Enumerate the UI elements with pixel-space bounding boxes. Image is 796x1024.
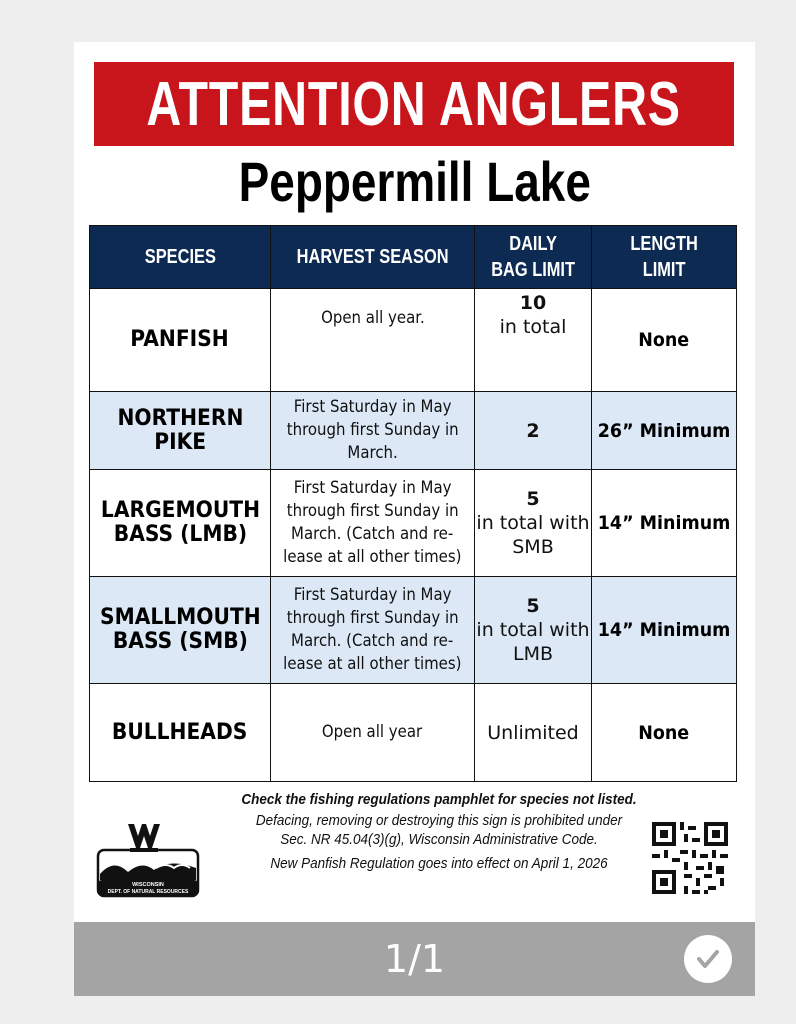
note-code-reference: Sec. NR 45.04(3)(g), Wisconsin Administrative Code.: [280, 831, 598, 848]
bag-limit-cell: Unlimited: [475, 684, 592, 782]
season-cell: First Saturday in May through first Sunday in March. (Catch and re- lease at all other times): [271, 470, 475, 577]
length-limit-cell: 14” Minimum: [592, 577, 737, 684]
note-panfish-effective: New Panfish Regulation goes into effect on April 1, 2026: [270, 855, 608, 872]
species-cell: NORTHERN PIKE: [90, 392, 271, 470]
bag-limit-cell: 5 in total with LMB: [475, 577, 592, 684]
lake-name-title: Peppermill Lake: [238, 150, 591, 213]
bag-limit-cell: 5 in total with SMB: [475, 470, 592, 577]
length-limit-cell: None: [592, 684, 737, 782]
season-cell: First Saturday in May through first Sunday in March. (Catch and re- lease at all other times): [271, 577, 475, 684]
regulations-table: [89, 225, 737, 782]
length-limit-cell: 14” Minimum: [592, 470, 737, 577]
page-indicator: 1/1: [383, 937, 446, 981]
attention-banner: ATTENTION ANGLERS: [94, 62, 734, 146]
viewer-footer-bar: [74, 922, 755, 996]
species-cell: LARGEMOUTH BASS (LMB): [90, 470, 271, 577]
table-row: [90, 392, 737, 470]
header-species: SPECIES: [90, 226, 271, 289]
length-limit-cell: None: [592, 289, 737, 392]
note-species-not-listed: Check the fishing regulations pamphlet for species not listed.: [241, 791, 637, 808]
season-cell: Open all year.: [271, 289, 475, 392]
species-cell: SMALLMOUTH BASS (SMB): [90, 577, 271, 684]
table-header-row: [90, 226, 737, 289]
season-cell: First Saturday in May through first Sunday in March.: [271, 392, 475, 470]
species-cell: PANFISH: [90, 289, 271, 392]
note-defacing: Defacing, removing or destroying this sign is prohibited under: [255, 812, 623, 829]
bag-limit-cell: 10 in total: [475, 289, 592, 392]
header-harvest-season: HARVEST SEASON: [271, 226, 475, 289]
checkmark-icon[interactable]: [684, 935, 732, 983]
wisconsin-dnr-logo: [94, 822, 202, 900]
svg-text:WISCONSIN: WISCONSIN: [132, 882, 164, 888]
table-row: [90, 289, 737, 392]
svg-text:DEPT. OF NATURAL RESOURCES: DEPT. OF NATURAL RESOURCES: [107, 889, 189, 895]
sign-notes: [204, 790, 674, 873]
length-limit-cell: 26” Minimum: [592, 392, 737, 470]
table-row: [90, 470, 737, 577]
header-daily-bag-limit: DAILY BAG LIMIT: [475, 226, 592, 289]
season-cell: Open all year: [271, 684, 475, 782]
qr-code-icon: [648, 818, 732, 898]
species-cell: BULLHEADS: [90, 684, 271, 782]
bag-limit-cell: 2: [475, 392, 592, 470]
table-row: [90, 684, 737, 782]
header-length-limit: LENGTH LIMIT: [592, 226, 737, 289]
sign-image: [74, 42, 755, 922]
table-row: [90, 577, 737, 684]
